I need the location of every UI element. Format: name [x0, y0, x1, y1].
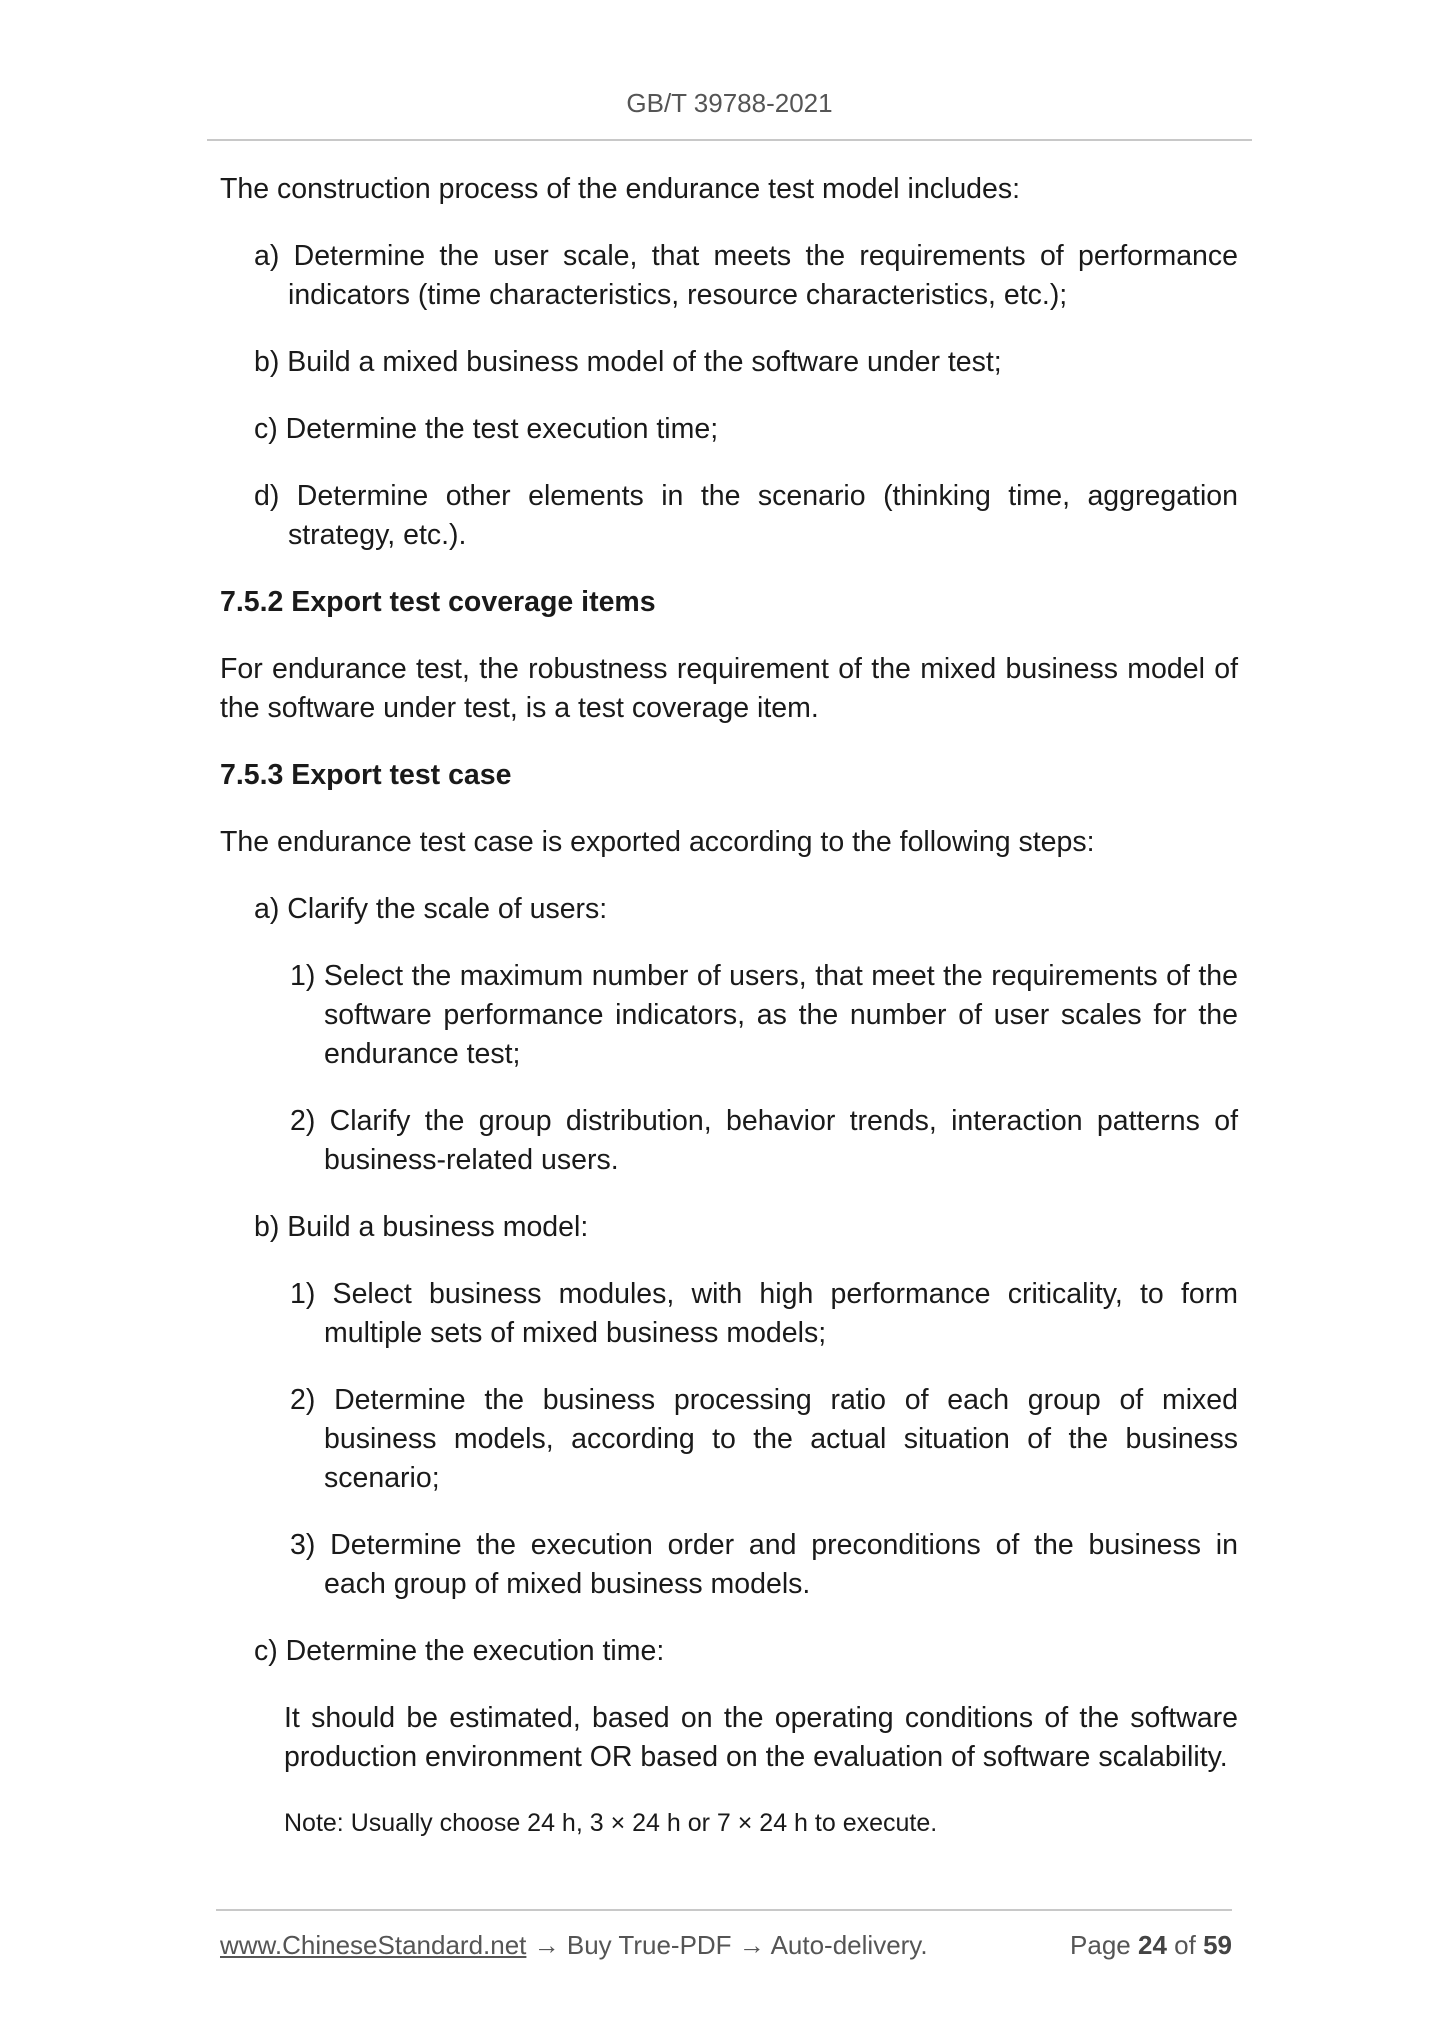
step-b-item-1: 1) Select business modules, with high performance criticality, to form multiple sets of mixed business models;: [290, 1278, 1238, 1349]
section-752-body: For endurance test, the robustness requirement of the mixed business model of the software under test, is a test coverage item.: [220, 653, 1238, 724]
section-752-heading: 7.5.2 Export test coverage items: [220, 586, 656, 618]
intro-item-d: d) Determine other elements in the scenario (thinking time, aggregation strategy, etc.).: [254, 480, 1238, 551]
step-c-note: Note: Usually choose 24 h, 3 × 24 h or 7 × 24 h to execute.: [284, 1809, 938, 1837]
step-c-title: c) Determine the execution time:: [254, 1635, 665, 1667]
footer-tagline: → Buy True-PDF → Auto-delivery.: [526, 1930, 928, 1960]
step-c-body: It should be estimated, based on the operating conditions of the software production environment OR based on the evaluation of software scalability.: [284, 1702, 1238, 1773]
footer-divider: [216, 1909, 1232, 1911]
step-a-title: a) Clarify the scale of users:: [254, 893, 608, 925]
step-a-item-1: 1) Select the maximum number of users, that meet the requirements of the software performance indicators, as the number of user scales for the endurance test;: [290, 960, 1238, 1070]
page-current: 24: [1138, 1930, 1167, 1960]
step-b-item-3: 3) Determine the execution order and preconditions of the business in each group of mixed business models.: [290, 1529, 1238, 1600]
section-753-heading: 7.5.3 Export test case: [220, 759, 512, 791]
of-label: of: [1174, 1930, 1196, 1960]
page-number: [1070, 1927, 1232, 1963]
step-b-title: b) Build a business model:: [254, 1211, 589, 1243]
document-header: GB/T 39788-2021: [626, 88, 833, 118]
intro-paragraph: The construction process of the endurance test model includes:: [220, 173, 1021, 205]
intro-item-b: b) Build a mixed business model of the software under test;: [254, 346, 1002, 378]
website-link[interactable]: www.ChineseStandard.net: [220, 1930, 527, 1960]
section-753-body: The endurance test case is exported according to the following steps:: [220, 826, 1095, 858]
intro-item-a: a) Determine the user scale, that meets the requirements of performance indicators (time characteristics, resource characteristics, etc.);: [254, 240, 1238, 311]
intro-item-c: c) Determine the test execution time;: [254, 413, 719, 445]
page-footer: [220, 1927, 1232, 1963]
header-divider: [207, 139, 1252, 141]
page-total: 59: [1203, 1930, 1232, 1960]
page-content: [220, 170, 1238, 1841]
page-label: Page: [1070, 1930, 1131, 1960]
step-a-item-2: 2) Clarify the group distribution, behavior trends, interaction patterns of business-related users.: [290, 1105, 1238, 1176]
step-b-item-2: 2) Determine the business processing ratio of each group of mixed business models, according to the actual situation of the business scenario;: [290, 1384, 1238, 1494]
